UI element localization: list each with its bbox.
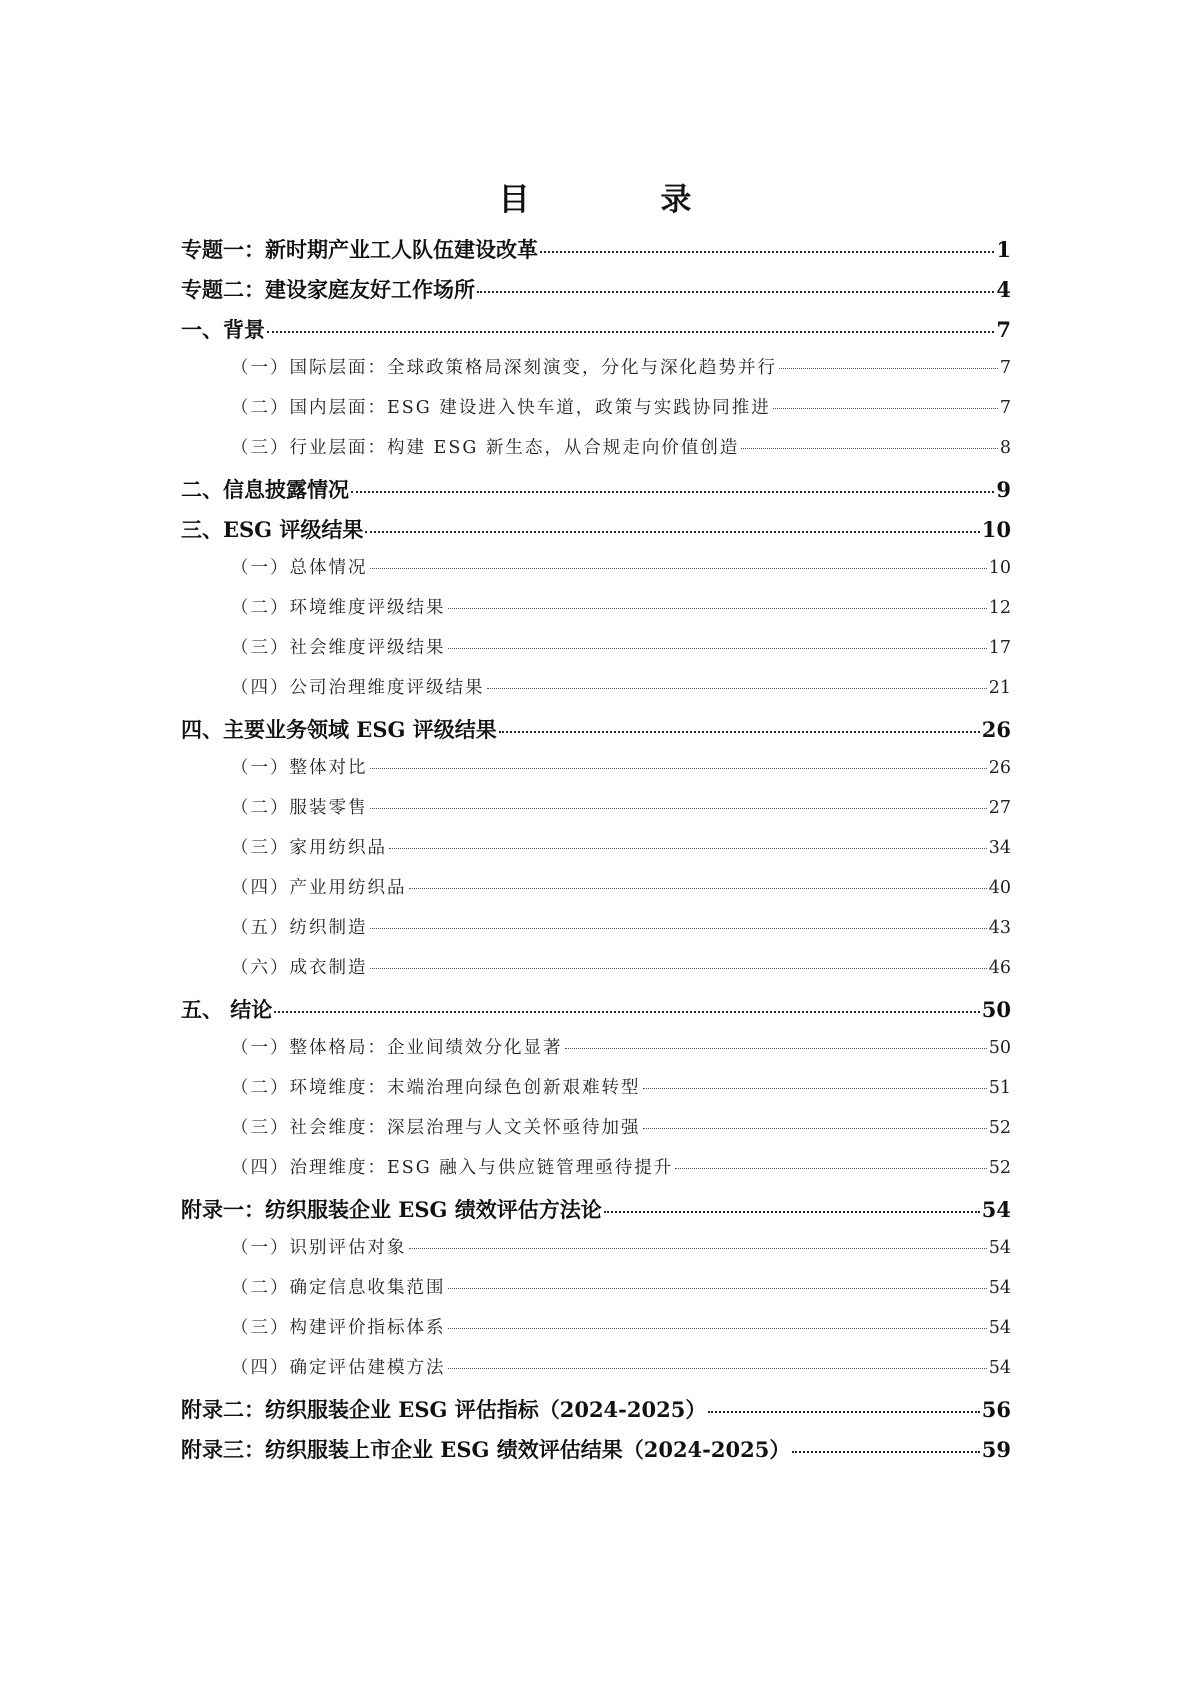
toc-entry-label: 专题一：新时期产业工人队伍建设改革 (181, 237, 538, 262)
toc-entry-section[interactable] (181, 1314, 1011, 1354)
toc-entry-page-number: 56 (981, 1397, 1011, 1422)
table-of-contents (181, 234, 1011, 1474)
toc-entry-page-number: 54 (988, 1318, 1011, 1338)
toc-entry-label: 五、 结论 (181, 997, 273, 1022)
toc-entry-label: （五）纺织制造 (231, 918, 368, 938)
toc-entry-label: （三）家用纺织品 (231, 838, 387, 858)
toc-entry-page-number: 4 (996, 277, 1011, 302)
toc-entry-section[interactable] (181, 754, 1011, 794)
toc-entry-section[interactable] (181, 674, 1011, 714)
toc-dot-leader (708, 1411, 979, 1413)
toc-dot-leader (370, 928, 987, 929)
toc-dot-leader (540, 251, 994, 253)
toc-entry-label: （三）行业层面：构建 ESG 新生态，从合规走向价值创造 (231, 438, 740, 458)
toc-entry-page-number: 50 (981, 997, 1011, 1022)
toc-entry-page-number: 7 (999, 358, 1011, 378)
toc-dot-leader (409, 1248, 987, 1249)
toc-entry-label: 二、信息披露情况 (181, 477, 349, 502)
toc-entry-chapter[interactable] (181, 274, 1011, 314)
toc-entry-page-number: 59 (981, 1437, 1011, 1462)
toc-entry-page-number: 12 (988, 598, 1011, 618)
toc-entry-chapter[interactable] (181, 314, 1011, 354)
toc-dot-leader (792, 1451, 979, 1453)
toc-entry-label: （一）总体情况 (231, 558, 368, 578)
toc-entry-section[interactable] (181, 1354, 1011, 1394)
toc-entry-page-number: 52 (988, 1118, 1011, 1138)
toc-entry-label: 附录一：纺织服装企业 ESG 绩效评估方法论 (181, 1197, 602, 1222)
toc-entry-label: （二）环境维度：末端治理向绿色创新艰难转型 (231, 1078, 641, 1098)
toc-entry-page-number: 7 (999, 398, 1011, 418)
toc-entry-page-number: 7 (996, 317, 1011, 342)
toc-dot-leader (409, 888, 987, 889)
toc-entry-page-number: 10 (988, 558, 1011, 578)
toc-entry-page-number: 54 (988, 1358, 1011, 1378)
toc-dot-leader (370, 768, 987, 769)
toc-entry-section[interactable] (181, 554, 1011, 594)
toc-entry-section[interactable] (181, 914, 1011, 954)
toc-entry-page-number: 54 (981, 1197, 1011, 1222)
toc-dot-leader (499, 731, 980, 733)
toc-entry-label: 三、ESG 评级结果 (181, 517, 364, 542)
toc-entry-label: （一）整体对比 (231, 758, 368, 778)
toc-entry-page-number: 51 (988, 1078, 1011, 1098)
toc-entry-section[interactable] (181, 1154, 1011, 1194)
toc-dot-leader (370, 568, 987, 569)
toc-dot-leader (565, 1048, 987, 1049)
toc-entry-label: （二）国内层面：ESG 建设进入快车道，政策与实践协同推进 (231, 398, 771, 418)
toc-dot-leader (779, 368, 998, 369)
toc-entry-section[interactable] (181, 834, 1011, 874)
toc-entry-section[interactable] (181, 1234, 1011, 1274)
toc-entry-label: （四）产业用纺织品 (231, 878, 407, 898)
toc-dot-leader (351, 491, 994, 493)
toc-entry-label: （一）国际层面：全球政策格局深刻演变，分化与深化趋势并行 (231, 358, 777, 378)
toc-entry-chapter[interactable] (181, 474, 1011, 514)
toc-entry-page-number: 54 (988, 1278, 1011, 1298)
toc-dot-leader (274, 1011, 979, 1013)
toc-entry-section[interactable] (181, 434, 1011, 474)
toc-entry-chapter[interactable] (181, 1434, 1011, 1474)
toc-dot-leader (773, 408, 998, 409)
toc-entry-label: （三）社会维度评级结果 (231, 638, 446, 658)
toc-entry-page-number: 50 (988, 1038, 1011, 1058)
toc-entry-label: 专题二：建设家庭友好工作场所 (181, 277, 475, 302)
toc-entry-page-number: 21 (988, 678, 1011, 698)
toc-dot-leader (448, 1368, 987, 1369)
toc-entry-label: （一）识别评估对象 (231, 1238, 407, 1258)
toc-dot-leader (477, 291, 994, 293)
toc-entry-label: （六）成衣制造 (231, 958, 368, 978)
toc-entry-label: 一、背景 (181, 317, 265, 342)
toc-dot-leader (448, 648, 987, 649)
toc-entry-page-number: 54 (988, 1238, 1011, 1258)
toc-entry-chapter[interactable] (181, 514, 1011, 554)
toc-entry-label: 四、主要业务领域 ESG 评级结果 (181, 717, 497, 742)
toc-dot-leader (604, 1211, 980, 1213)
toc-dot-leader (487, 688, 987, 689)
toc-dot-leader (643, 1088, 987, 1089)
toc-entry-section[interactable] (181, 794, 1011, 834)
toc-dot-leader (370, 808, 987, 809)
toc-entry-page-number: 8 (999, 438, 1011, 458)
toc-entry-label: （二）服装零售 (231, 798, 368, 818)
toc-entry-chapter[interactable] (181, 714, 1011, 754)
toc-entry-page-number: 10 (981, 517, 1011, 542)
toc-entry-chapter[interactable] (181, 1394, 1011, 1434)
toc-entry-page-number: 52 (988, 1158, 1011, 1178)
toc-dot-leader (448, 1288, 987, 1289)
toc-entry-page-number: 34 (988, 838, 1011, 858)
toc-entry-page-number: 26 (988, 758, 1011, 778)
toc-entry-chapter[interactable] (181, 1194, 1011, 1234)
toc-entry-section[interactable] (181, 634, 1011, 674)
toc-dot-leader (267, 331, 994, 333)
toc-entry-section[interactable] (181, 874, 1011, 914)
toc-dot-leader (643, 1128, 987, 1129)
toc-entry-page-number: 26 (981, 717, 1011, 742)
toc-entry-label: （一）整体格局：企业间绩效分化显著 (231, 1038, 563, 1058)
toc-entry-chapter[interactable] (181, 994, 1011, 1034)
toc-entry-label: （三）构建评价指标体系 (231, 1318, 446, 1338)
toc-entry-section[interactable] (181, 354, 1011, 394)
toc-dot-leader (365, 531, 979, 533)
toc-entry-page-number: 27 (988, 798, 1011, 818)
toc-entry-section[interactable] (181, 954, 1011, 994)
toc-entry-page-number: 40 (988, 878, 1011, 898)
toc-entry-section[interactable] (181, 1074, 1011, 1114)
toc-entry-label: （二）环境维度评级结果 (231, 598, 446, 618)
toc-dot-leader (389, 848, 987, 849)
toc-entry-label: （三）社会维度：深层治理与人文关怀亟待加强 (231, 1118, 641, 1138)
toc-dot-leader (448, 1328, 987, 1329)
toc-dot-leader (741, 448, 997, 449)
toc-entry-page-number: 1 (996, 237, 1011, 262)
toc-entry-label: （二）确定信息收集范围 (231, 1278, 446, 1298)
toc-entry-label: （四）治理维度：ESG 融入与供应链管理亟待提升 (231, 1158, 674, 1178)
toc-entry-label: 附录二：纺织服装企业 ESG 评估指标（2024-2025） (181, 1397, 707, 1422)
toc-entry-page-number: 9 (996, 477, 1011, 502)
toc-entry-page-number: 17 (988, 638, 1011, 658)
toc-entry-section[interactable] (181, 394, 1011, 434)
toc-entry-label: （四）确定评估建模方法 (231, 1358, 446, 1378)
toc-dot-leader (675, 1168, 986, 1169)
toc-entry-section[interactable] (181, 1274, 1011, 1314)
toc-entry-label: （四）公司治理维度评级结果 (231, 678, 485, 698)
toc-entry-chapter[interactable] (181, 234, 1011, 274)
toc-entry-page-number: 46 (988, 958, 1011, 978)
toc-dot-leader (370, 968, 987, 969)
toc-title: 目 录 (498, 182, 752, 218)
toc-entry-page-number: 43 (988, 918, 1011, 938)
toc-dot-leader (448, 608, 987, 609)
toc-entry-section[interactable] (181, 594, 1011, 634)
toc-entry-label: 附录三：纺织服装上市企业 ESG 绩效评估结果（2024-2025） (181, 1437, 791, 1462)
toc-entry-section[interactable] (181, 1114, 1011, 1154)
toc-entry-section[interactable] (181, 1034, 1011, 1074)
